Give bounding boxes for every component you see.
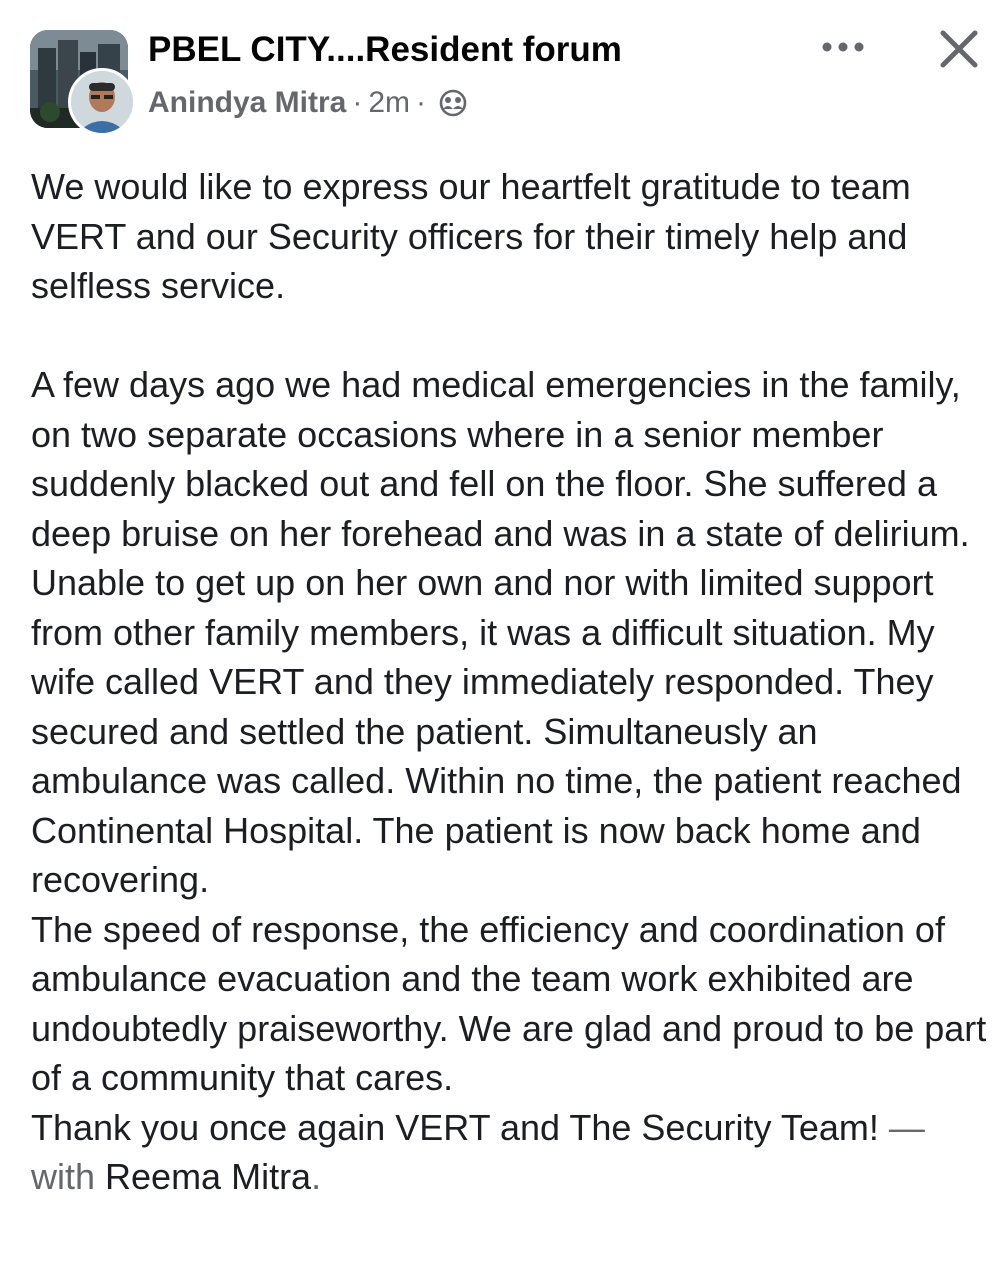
author-name[interactable]: Anindya Mitra bbox=[148, 86, 347, 119]
paragraph-gap bbox=[31, 311, 991, 361]
closing-text: Thank you once again VERT and The Security Team! bbox=[31, 1106, 879, 1148]
author-avatar[interactable] bbox=[68, 68, 136, 136]
meta-separator: · bbox=[352, 86, 363, 119]
members-group-icon bbox=[438, 88, 468, 118]
post-body bbox=[31, 162, 997, 1202]
close-icon[interactable] bbox=[938, 28, 980, 70]
tag-prefix: — with bbox=[31, 1106, 935, 1197]
post-time[interactable]: 2m bbox=[368, 86, 411, 119]
post-paragraph: We would like to express our heartfelt gratitude to team VERT and our Security officers for their timely help and selfless service. bbox=[31, 166, 921, 306]
post-paragraph: A few days ago we had medical emergencies in the family, on two separate occasions where in a senior member suddenly blacked out and fell on the floor. She suffered a deep bruise on her forehead and was in a state of delirium. Unable to get up on her own and nor with limited support from other family members, it was a difficult situation. My wife called VERT and they immediately responded. They secured and settled the patient. Simultaneusly an ambulance was called. Within no time, the patient reached Continental Hospital. The patient is now back home and recovering. bbox=[31, 364, 980, 900]
post-meta bbox=[148, 86, 468, 120]
post-paragraph: The speed of response, the efficiency and coordination of ambulance evacuation and the team work exhibited are undoubtedly praiseworthy. We are glad and proud to be part of a community that cares. bbox=[31, 908, 997, 1098]
tag-suffix: . bbox=[311, 1156, 322, 1197]
more-options-icon[interactable] bbox=[818, 32, 868, 62]
author-photo bbox=[71, 71, 133, 133]
meta-separator: · bbox=[416, 86, 427, 119]
group-name[interactable]: PBEL CITY....Resident forum bbox=[148, 30, 622, 69]
post-closing bbox=[31, 1103, 991, 1202]
post-header bbox=[0, 0, 1001, 140]
tagged-person-link[interactable]: Reema Mitra bbox=[105, 1156, 312, 1197]
